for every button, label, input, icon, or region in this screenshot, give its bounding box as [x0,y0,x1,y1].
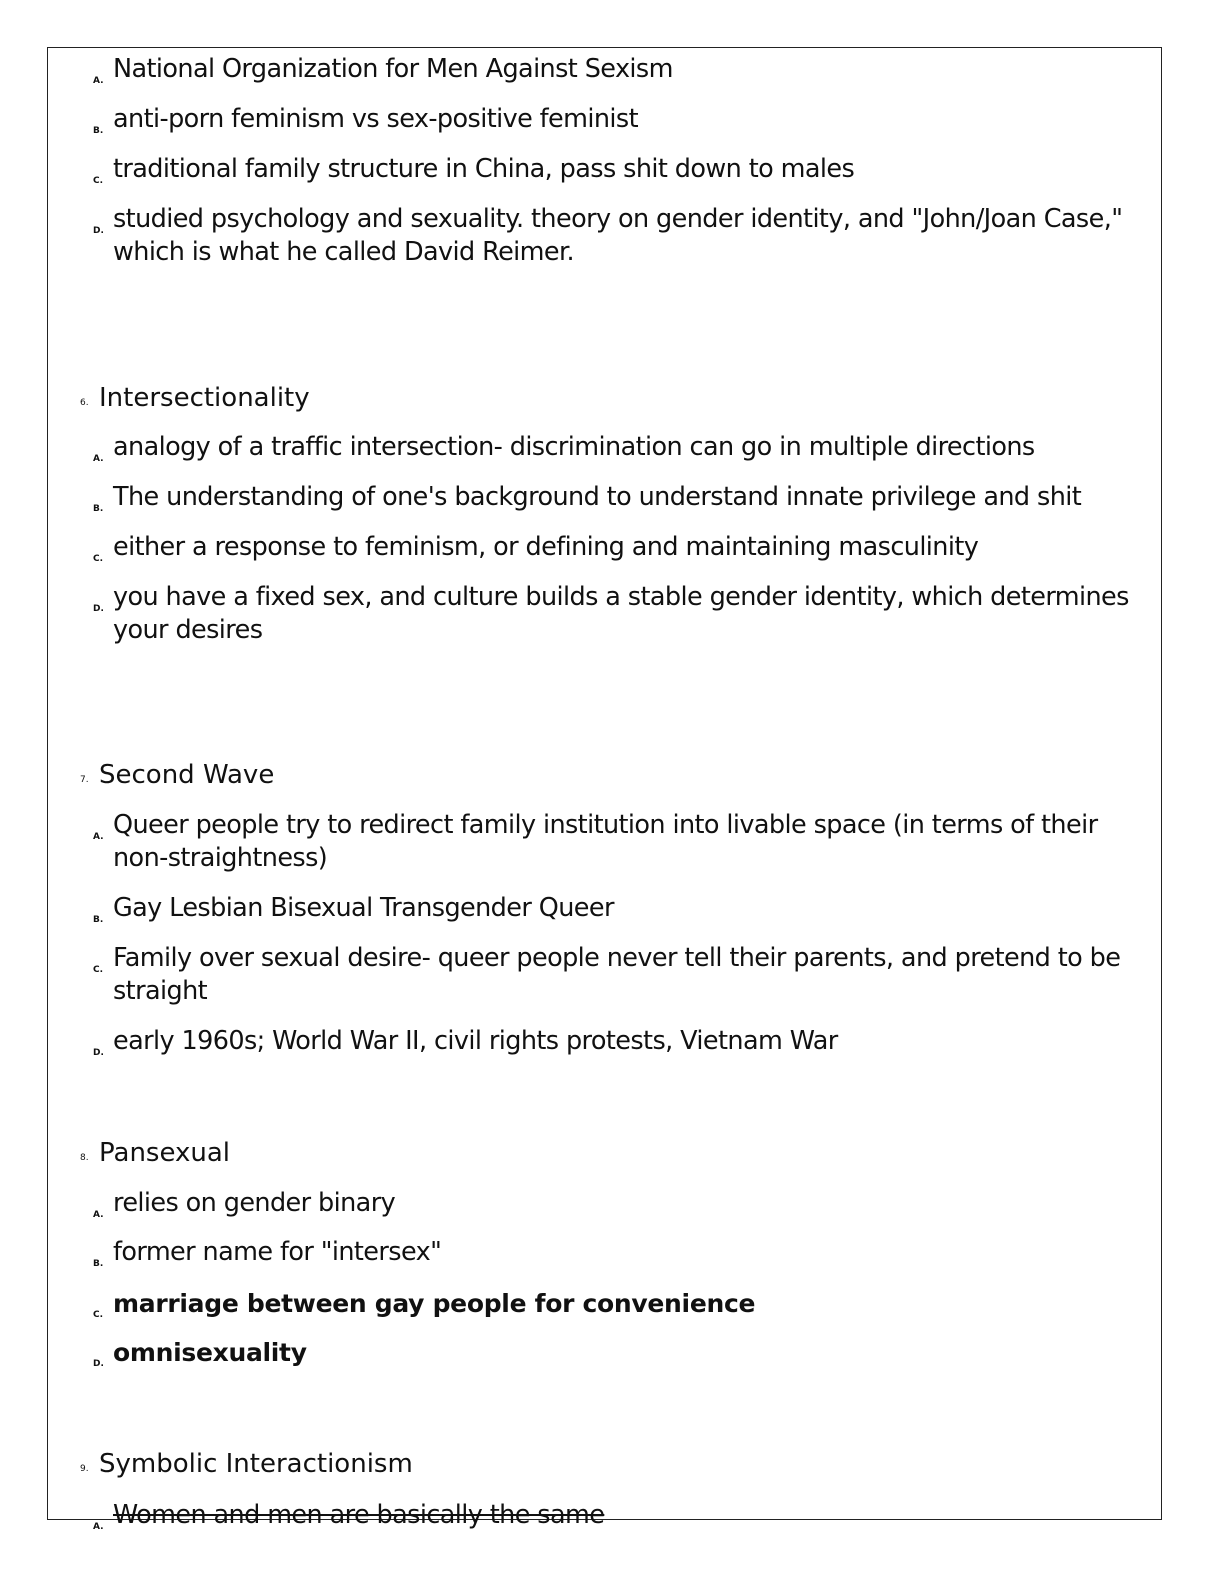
question-number: 8. [80,1153,89,1163]
option-letter: B. [93,504,104,514]
option-c [93,1287,1143,1320]
question-number: 7. [80,775,89,785]
option-text: marriage between gay people for convenience [113,1289,756,1318]
option-letter: A. [93,1210,104,1220]
option-text: either a response to feminism, or defining and maintaining masculinity [113,532,979,562]
question-8 [80,1138,230,1173]
question-6 [80,383,310,418]
question-number: 6. [80,398,89,408]
option-b [93,481,1143,514]
option-letter: C. [93,1310,104,1320]
option-text: Women and men are basically the same [113,1500,605,1530]
option-a [93,1499,1143,1532]
option-letter: D. [93,1359,104,1369]
option-a [93,431,1143,464]
option-b [93,1236,1143,1269]
option-d [93,203,1143,269]
option-text: you have a fixed sex, and culture builds a stable gender identity, which determines your desires [113,582,1129,645]
option-letter: C. [93,554,104,564]
option-d [93,581,1143,647]
option-text: anti-porn feminism vs sex-positive feminist [113,104,638,134]
question-text: Symbolic Interactionism [99,1449,413,1479]
question-7 [80,760,274,795]
option-letter: A. [93,1522,104,1532]
option-c [93,531,1143,564]
option-c [93,942,1143,1008]
option-text: Family over sexual desire- queer people never tell their parents, and pretend to be straight [113,943,1121,1006]
question-text: Second Wave [99,760,275,790]
option-text: Gay Lesbian Bisexual Transgender Queer [113,893,614,923]
option-text: omnisexuality [113,1338,307,1367]
option-d [93,1336,1143,1369]
option-letter: A. [93,832,104,842]
option-letter: A. [93,454,104,464]
option-letter: D. [93,226,104,236]
option-text: The understanding of one's background to understand innate privilege and shit [113,482,1082,512]
option-letter: A. [93,76,104,86]
option-letter: C. [93,965,104,975]
option-b [93,103,1143,136]
option-letter: D. [93,1048,104,1058]
option-text: former name for "intersex" [113,1237,442,1267]
option-d [93,1025,1143,1058]
option-text: National Organization for Men Against Sexism [113,54,673,84]
option-text: analogy of a traffic intersection- discrimination can go in multiple directions [113,432,1035,462]
question-text: Intersectionality [99,383,310,413]
option-text: Queer people try to redirect family institution into livable space (in terms of their non-straightness) [113,810,1098,873]
option-a [93,1187,1143,1220]
option-text: early 1960s; World War II, civil rights protests, Vietnam War [113,1026,838,1056]
question-number: 9. [80,1464,89,1474]
option-letter: C. [93,176,104,186]
question-9 [80,1449,413,1484]
option-b [93,892,1143,925]
option-letter: B. [93,1259,104,1269]
option-text: relies on gender binary [113,1188,396,1218]
option-text: traditional family structure in China, pass shit down to males [113,154,855,184]
option-letter: B. [93,126,104,136]
option-c [93,153,1143,186]
option-letter: D. [93,604,104,614]
option-a [93,809,1143,875]
question-text: Pansexual [99,1138,231,1168]
option-letter: B. [93,915,104,925]
option-text: studied psychology and sexuality. theory on gender identity, and "John/Joan Case," which is what he called David Reimer. [113,204,1123,267]
option-a [93,53,1143,86]
